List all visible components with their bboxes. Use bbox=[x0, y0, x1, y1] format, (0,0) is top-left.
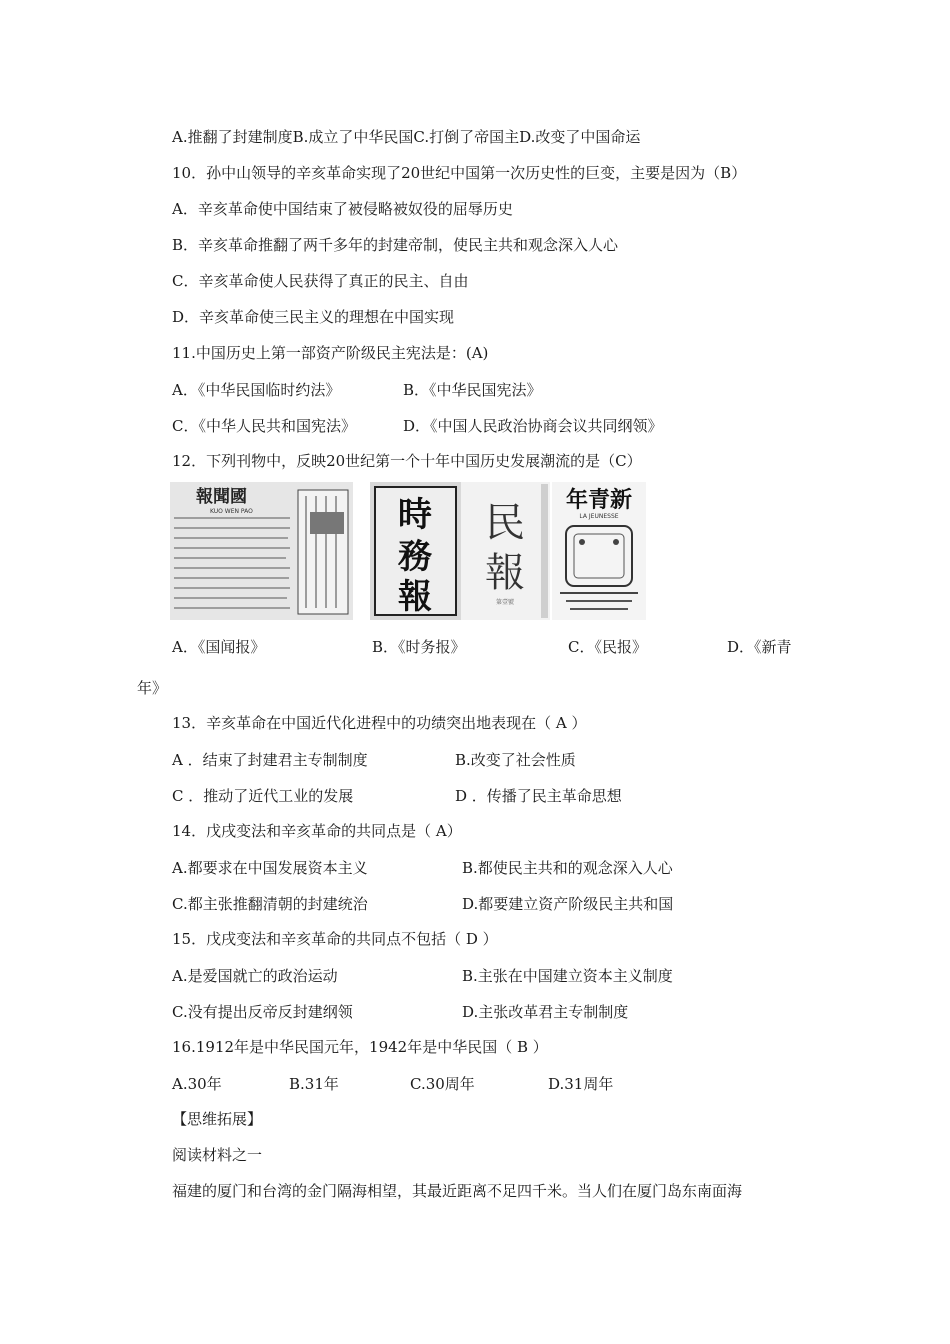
q10-option-d: D．辛亥革命使三民主义的理想在中国实现 bbox=[172, 308, 455, 326]
xinqingnian-image bbox=[552, 482, 646, 620]
q11-options-row-1 bbox=[0, 379, 950, 399]
q14-options-row-2 bbox=[0, 893, 950, 913]
q15-options-row-1 bbox=[0, 965, 950, 985]
q12-option-d-wrap: 年》 bbox=[137, 679, 168, 697]
shiwubao-char-2: 務 bbox=[398, 537, 432, 577]
material-text: 福建的厦门和台湾的金门隔海相望，其最近距离不足四千米。当人们在厦门岛东南面海 bbox=[172, 1182, 743, 1200]
q13-option-d: D ．传播了民主革命思想 bbox=[455, 787, 622, 805]
q11-option-a: A．《中华民国临时约法》 bbox=[172, 381, 341, 399]
q13-options-row-1 bbox=[0, 749, 950, 769]
q16-options-row bbox=[0, 1073, 950, 1093]
minbao-char-2: 報 bbox=[485, 550, 525, 596]
q14-stem: 14．戊戌变法和辛亥革命的共同点是（ A） bbox=[172, 822, 462, 840]
q10-option-b: B．辛亥革命推翻了两千多年的封建帝制，使民主共和观念深入人心 bbox=[172, 236, 619, 254]
q15-option-c: C.没有提出反帝反封建纲领 bbox=[172, 1003, 353, 1021]
q16-option-d: D.31周年 bbox=[548, 1075, 614, 1093]
q10-option-a: A．辛亥革命使中国结束了被侵略被奴役的屈辱历史 bbox=[172, 200, 513, 218]
q12-option-d: D．《新青 bbox=[727, 638, 792, 656]
q13-option-b: B.改变了社会性质 bbox=[455, 751, 576, 769]
section-heading: 【思维拓展】 bbox=[172, 1110, 263, 1128]
q14-option-a: A.都要求在中国发展资本主义 bbox=[172, 859, 368, 877]
guowenbao-image bbox=[170, 482, 353, 620]
q12-option-b: B．《时务报》 bbox=[372, 638, 466, 656]
q11-option-c: C．《中华人民共和国宪法》 bbox=[172, 417, 356, 435]
q12-option-c: C．《民报》 bbox=[568, 638, 647, 656]
q11-stem: 11.中国历史上第一部资产阶级民主宪法是：(A) bbox=[172, 344, 489, 362]
material-title: 阅读材料之一 bbox=[172, 1146, 263, 1164]
shiwubao-char-3: 報 bbox=[398, 577, 432, 617]
q12-publication-images bbox=[170, 482, 650, 622]
q12-option-a: A．《国闻报》 bbox=[172, 638, 266, 656]
q9-options-line: A.推翻了封建制度B.成立了中华民国C.打倒了帝国主D.改变了中国命运 bbox=[172, 128, 641, 146]
q15-option-b: B.主张在中国建立资本主义制度 bbox=[462, 967, 673, 985]
q14-option-d: D.都要建立资产阶级民主共和国 bbox=[462, 895, 674, 913]
q15-options-row-2 bbox=[0, 1001, 950, 1021]
q11-options-row-2 bbox=[0, 415, 950, 435]
q14-option-b: B.都使民主共和的观念深入人心 bbox=[462, 859, 673, 877]
q16-option-c: C.30周年 bbox=[410, 1075, 475, 1093]
q13-option-a: A ．结束了封建君主专制制度 bbox=[172, 751, 368, 769]
shiwubao-image bbox=[370, 482, 461, 620]
q16-stem: 16.1912年是中华民国元年，1942年是中华民国（ B ） bbox=[172, 1038, 548, 1056]
q15-option-d: D.主张改革君主专制制度 bbox=[462, 1003, 629, 1021]
q14-option-c: C.都主张推翻清朝的封建统治 bbox=[172, 895, 368, 913]
q12-stem: 12．下列刊物中，反映20世纪第一个十年中国历史发展潮流的是（C） bbox=[172, 452, 642, 470]
guowenbao-masthead: 報聞國 bbox=[196, 487, 247, 507]
q13-option-c: C ．推动了近代工业的发展 bbox=[172, 787, 354, 805]
q10-stem: 10．孙中山领导的辛亥革命实现了20世纪中国第一次历史性的巨变，主要是因为（B） bbox=[172, 164, 747, 182]
q13-options-row-2 bbox=[0, 785, 950, 805]
q16-option-b: B.31年 bbox=[289, 1075, 339, 1093]
q10-option-c: C．辛亥革命使人民获得了真正的民主、自由 bbox=[172, 272, 469, 290]
q11-option-d: D．《中国人民政治协商会议共同纲领》 bbox=[403, 417, 663, 435]
q15-option-a: A.是爱国就亡的政治运动 bbox=[172, 967, 338, 985]
q11-option-b: B．《中华民国宪法》 bbox=[403, 381, 542, 399]
minbao-issue: 第壹號 bbox=[495, 599, 515, 606]
xinqingnian-masthead: 年青新 bbox=[565, 487, 633, 513]
q12-options-row bbox=[0, 636, 950, 656]
guowenbao-subtitle: KUO WEN PAO bbox=[210, 508, 253, 515]
shiwubao-char-1: 時 bbox=[398, 495, 432, 535]
xinqingnian-subtitle: LA JEUNESSE bbox=[579, 513, 619, 520]
q13-stem: 13．辛亥革命在中国近代化进程中的功绩突出地表现在（ A ） bbox=[172, 714, 587, 732]
minbao-char-1: 民 bbox=[485, 500, 525, 546]
minbao-image bbox=[461, 482, 550, 620]
q14-options-row-1 bbox=[0, 857, 950, 877]
q15-stem: 15．戊戌变法和辛亥革命的共同点不包括（ D ） bbox=[172, 930, 498, 948]
q16-option-a: A.30年 bbox=[172, 1075, 222, 1093]
